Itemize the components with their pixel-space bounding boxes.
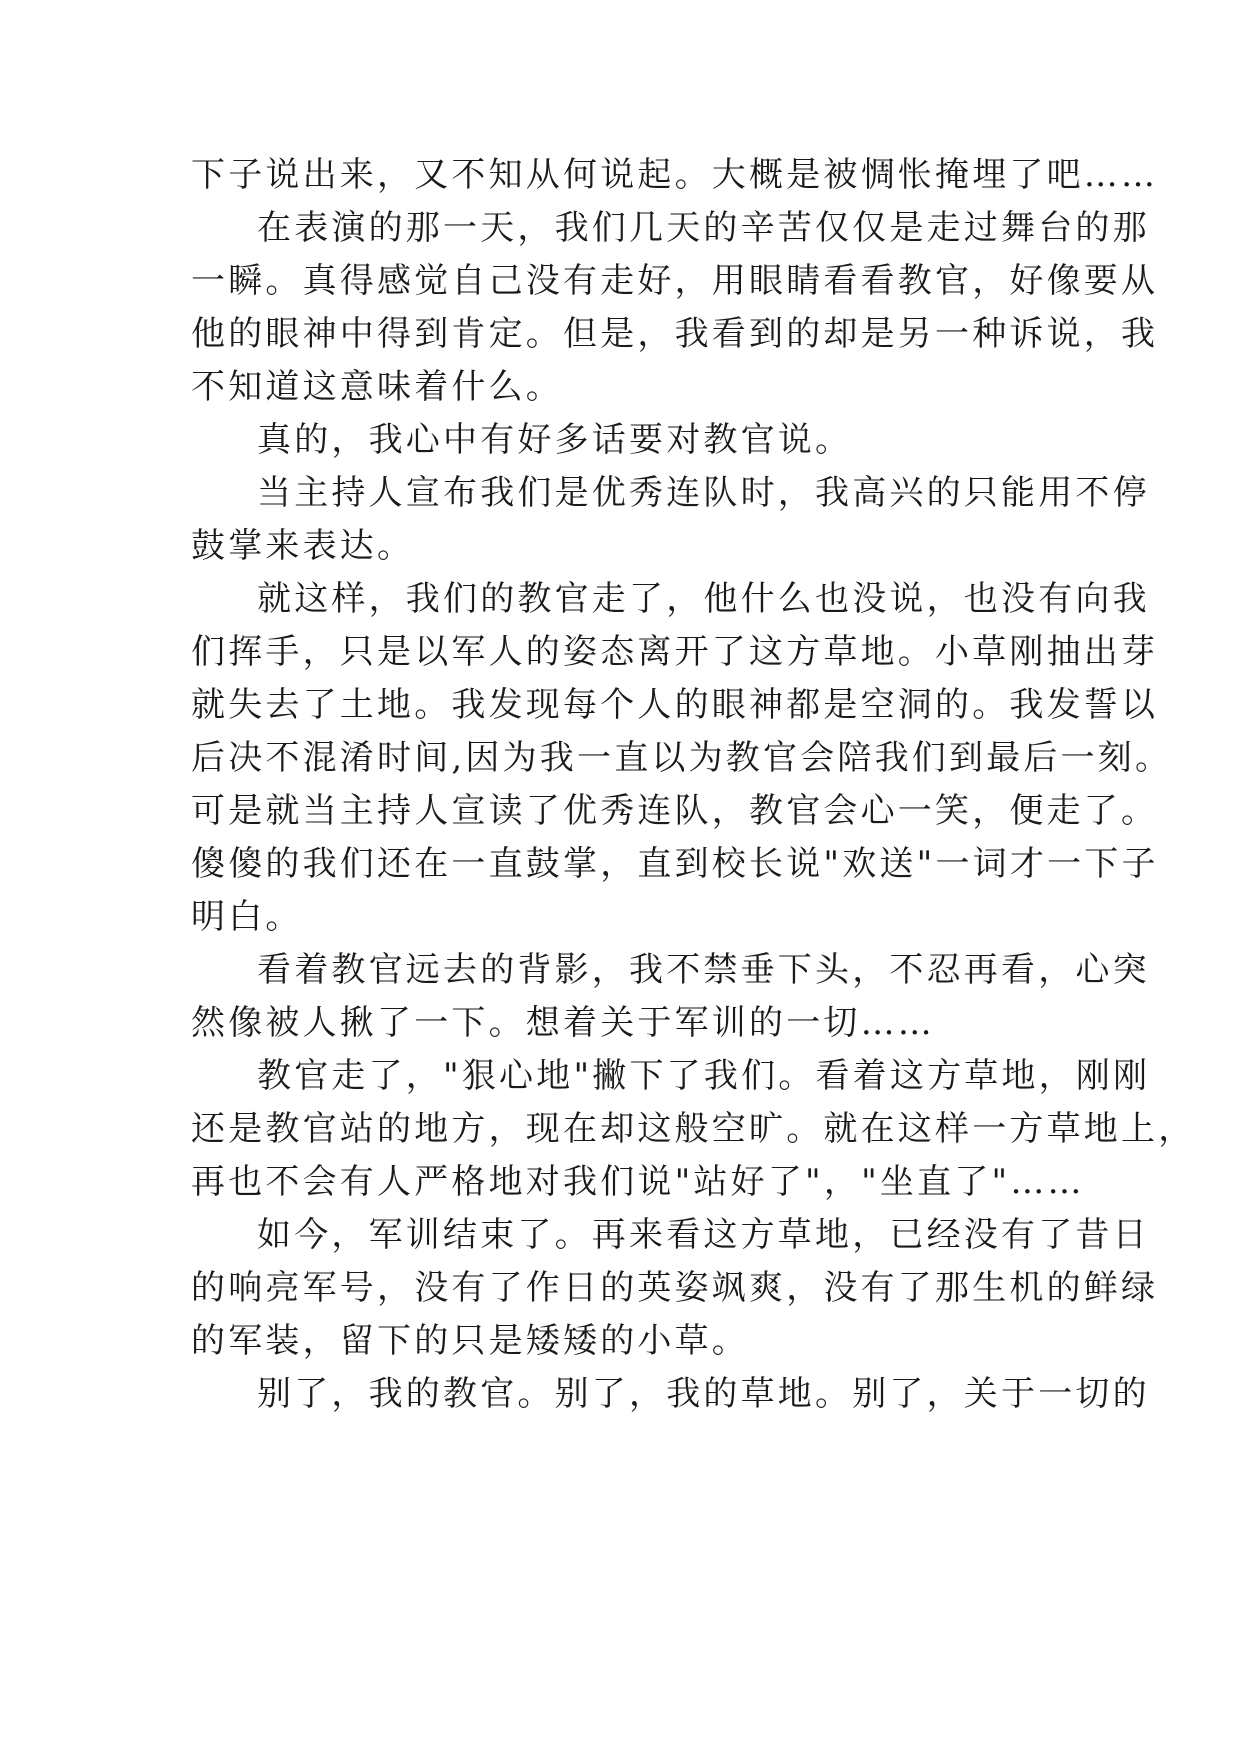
text-line: 们挥手，只是以军人的姿态离开了这方草地。小草刚抽出芽 bbox=[191, 632, 1159, 672]
paragraph-start-line: 在表演的那一天，我们几天的辛苦仅仅是走过舞台的那 bbox=[257, 208, 1150, 248]
text-line: 还是教官站的地方，现在却这般空旷。就在这样一方草地上， bbox=[191, 1109, 1196, 1149]
text-line: 傻傻的我们还在一直鼓掌，直到校长说"欢送"一词才一下子 bbox=[191, 844, 1159, 884]
text-line: 鼓掌来表达。 bbox=[191, 526, 415, 566]
paragraph-start-line: 就这样，我们的教官走了，他什么也没说，也没有向我 bbox=[257, 579, 1150, 619]
text-line: 后决不混淆时间,因为我一直以为教官会陪我们到最后一刻。 bbox=[191, 738, 1173, 778]
text-line: 的军装，留下的只是矮矮的小草。 bbox=[191, 1321, 749, 1361]
paragraph-start-line: 当主持人宣布我们是优秀连队时，我高兴的只能用不停 bbox=[257, 473, 1150, 513]
text-line: 不知道这意味着什么。 bbox=[191, 367, 563, 407]
text-line: 明白。 bbox=[191, 897, 303, 937]
text-line: 他的眼神中得到肯定。但是，我看到的却是另一种诉说，我 bbox=[191, 314, 1159, 354]
paragraph-start-line: 教官走了，"狠心地"撇下了我们。看着这方草地，刚刚 bbox=[257, 1056, 1151, 1096]
paragraph-start-line: 别了，我的教官。别了，我的草地。别了，关于一切的 bbox=[257, 1374, 1150, 1414]
text-line: 再也不会有人严格地对我们说"站好了"，"坐直了"…… bbox=[191, 1162, 1085, 1202]
text-line: 下子说出来，又不知从何说起。大概是被惆怅掩埋了吧…… bbox=[191, 155, 1159, 195]
paragraph-start-line: 如今，军训结束了。再来看这方草地，已经没有了昔日 bbox=[257, 1215, 1150, 1255]
paragraph-start-line: 真的，我心中有好多话要对教官说。 bbox=[257, 420, 853, 460]
paragraph-start-line: 看着教官远去的背影，我不禁垂下头，不忍再看，心突 bbox=[257, 950, 1150, 990]
text-line: 一瞬。真得感觉自己没有走好，用眼睛看看教官，好像要从 bbox=[191, 261, 1159, 301]
text-line: 可是就当主持人宣读了优秀连队，教官会心一笑，便走了。 bbox=[191, 791, 1159, 831]
text-line: 的响亮军号，没有了作日的英姿飒爽，没有了那生机的鲜绿 bbox=[191, 1268, 1159, 1308]
text-line: 然像被人揪了一下。想着关于军训的一切…… bbox=[191, 1003, 935, 1043]
text-line: 就失去了土地。我发现每个人的眼神都是空洞的。我发誓以 bbox=[191, 685, 1159, 725]
